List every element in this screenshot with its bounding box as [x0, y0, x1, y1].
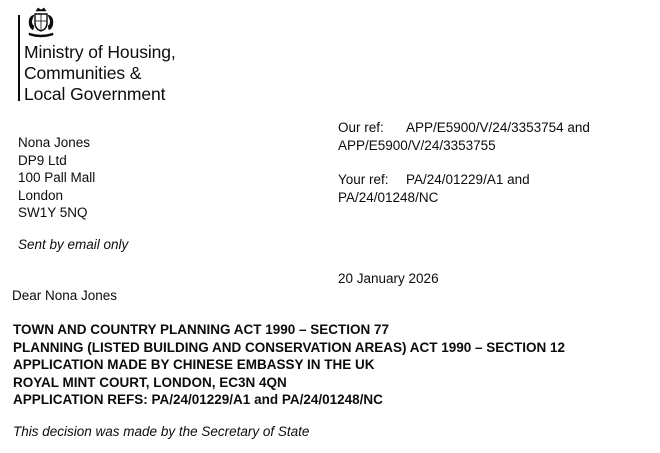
- subject-line: APPLICATION REFS: PA/24/01229/A1 and PA/24/01248/NC: [13, 392, 383, 407]
- subject-line: APPLICATION MADE BY CHINESE EMBASSY IN THE UK: [13, 357, 375, 372]
- our-ref-value-continued: APP/E5900/V/24/3353755: [338, 137, 496, 153]
- your-ref-block: [338, 171, 530, 206]
- address-line: 100 Pall Mall: [18, 170, 96, 185]
- address-line: DP9 Ltd: [18, 152, 67, 168]
- your-ref-value: PA/24/01229/A1 and: [406, 172, 530, 187]
- department-line: Communities &: [24, 63, 142, 83]
- address-line: London: [18, 187, 64, 203]
- your-ref-label: Your ref:: [338, 172, 389, 187]
- royal-coat-of-arms-icon: [24, 6, 58, 40]
- address-line: SW1Y 5NQ: [18, 205, 88, 220]
- subject-line: TOWN AND COUNTRY PLANNING ACT 1990 – SECTION 77: [13, 322, 390, 337]
- department-line: Local Government: [24, 84, 166, 104]
- address-line: Nona Jones: [18, 135, 91, 150]
- salutation: Dear Nona Jones: [12, 288, 118, 303]
- our-ref-block: [338, 119, 590, 154]
- recipient-address: [18, 134, 95, 222]
- decision-note: This decision was made by the Secretary of State: [13, 424, 310, 439]
- subject-line: ROYAL MINT COURT, LONDON, EC3N 4QN: [13, 374, 287, 390]
- delivery-note: Sent by email only: [18, 237, 129, 252]
- subject-heading: [13, 321, 565, 409]
- our-ref-label: Our ref:: [338, 120, 384, 135]
- subject-line: PLANNING (LISTED BUILDING AND CONSERVATION AREAS) ACT 1990 – SECTION 12: [13, 339, 566, 355]
- your-ref-value-continued: PA/24/01248/NC: [338, 189, 439, 205]
- letterhead-rule: [18, 15, 20, 101]
- our-ref-value: APP/E5900/V/24/3353754 and: [406, 120, 590, 135]
- department-line: Ministry of Housing,: [24, 42, 176, 62]
- department-name: [24, 42, 176, 105]
- letter-date: 20 January 2026: [338, 271, 439, 286]
